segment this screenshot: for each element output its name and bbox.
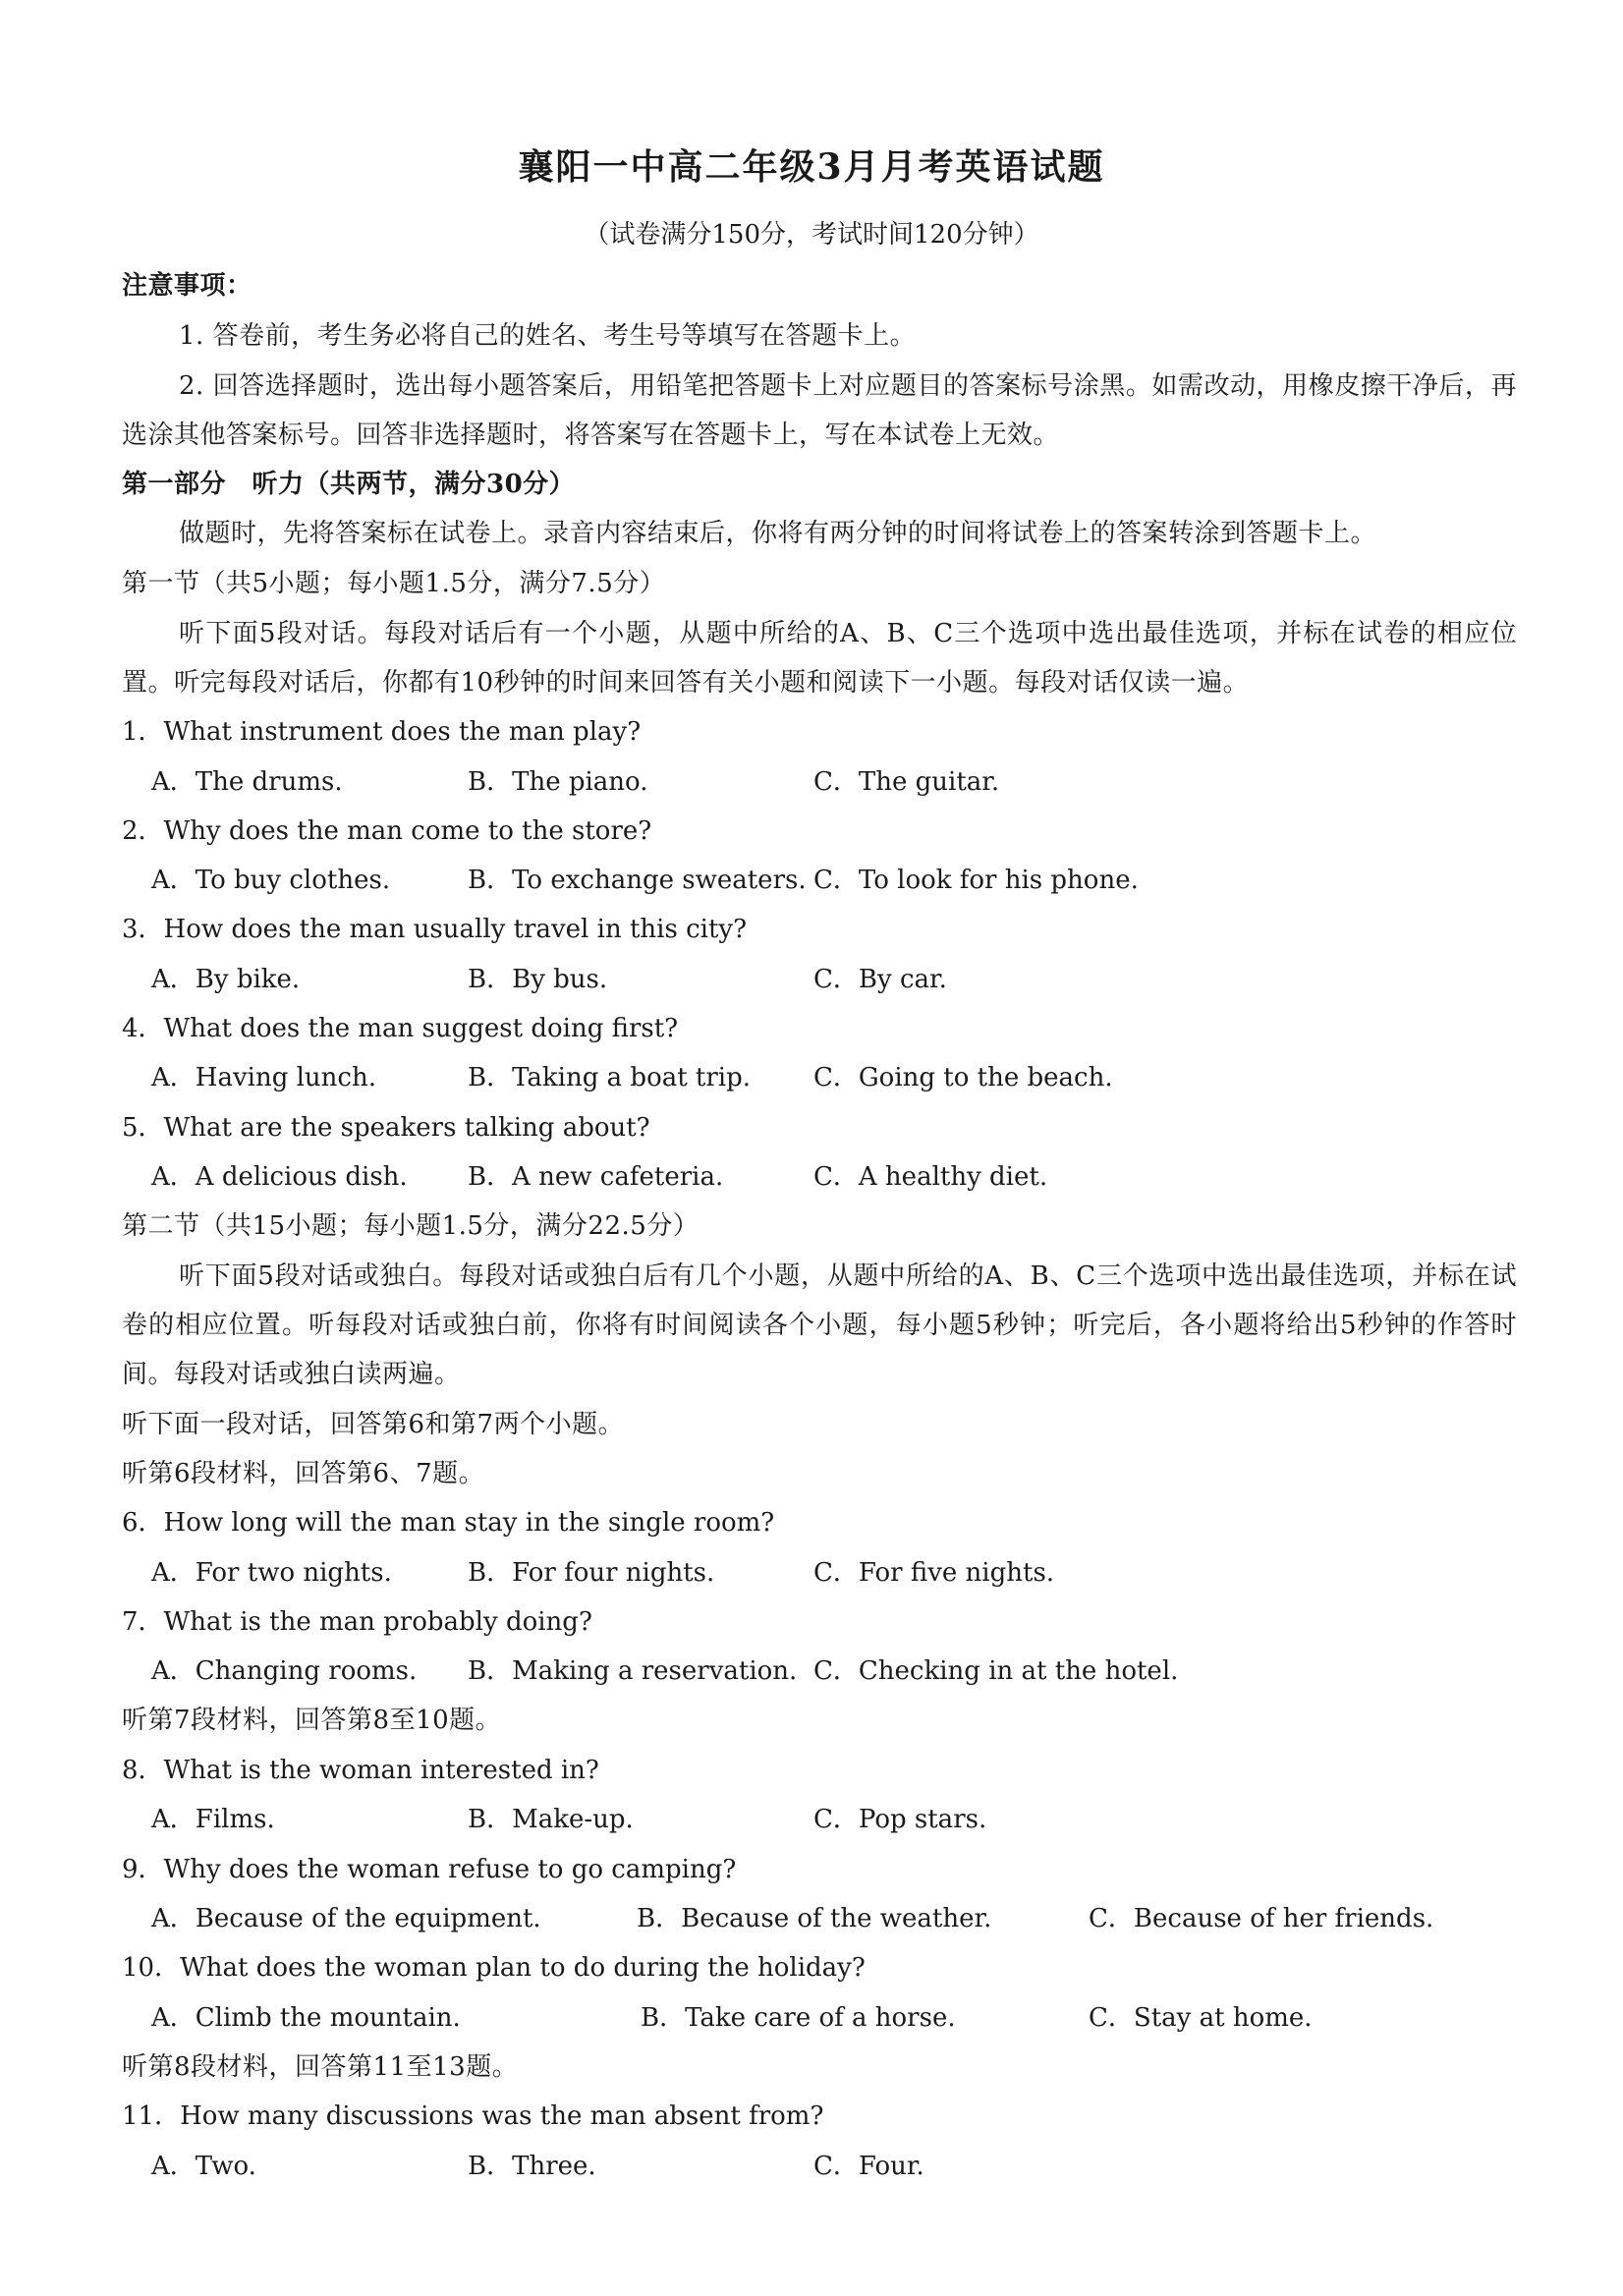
section2-heading: 第二节（共15小题；每小题1.5分，满分22.5分）: [122, 1211, 700, 1241]
exam-subtitle: （试卷满分150分，考试时间120分钟）: [584, 220, 1039, 250]
option-c: C．The guitar.: [813, 767, 1000, 797]
question-2: 2．Why does the man come to the store?: [122, 816, 652, 846]
option-a: A．A delicious dish.: [151, 1162, 408, 1192]
question-3: 3．How does the man usually travel in this city?: [122, 915, 748, 944]
question-10: 10．What does the woman plan to do during the holiday?: [122, 1953, 866, 1983]
question-1: 1．What instrument does the man play?: [122, 717, 642, 747]
option-c: C．A healthy diet.: [813, 1162, 1048, 1192]
option-b: B．To exchange sweaters.: [468, 866, 807, 895]
question-8: 8．What is the woman interested in?: [122, 1756, 599, 1785]
option-c: C．By car.: [813, 965, 947, 994]
option-b: B．Making a reservation.: [468, 1656, 798, 1686]
question-9: 9．Why does the woman refuse to go camping?: [122, 1855, 737, 1884]
option-b: B．By bus.: [468, 965, 608, 994]
part1-intro: 做题时，先将答案标在试卷上。录音内容结束后，你将有两分钟的时间将试卷上的答案转涂到答题卡上。: [179, 519, 1377, 548]
option-c: C．Stay at home.: [1089, 2003, 1313, 2033]
option-a: A．For two nights.: [151, 1558, 392, 1588]
option-b: B．Take care of a horse.: [641, 2003, 956, 2033]
option-a: A．Because of the equipment.: [151, 1904, 541, 1933]
section2-note: 听下面一段对话，回答第6和第7两个小题。: [122, 1410, 625, 1439]
option-b: B．Three.: [468, 2152, 596, 2181]
option-b: B．Because of the weather.: [637, 1904, 992, 1933]
option-a: A．By bike.: [151, 965, 301, 994]
section2-intro: 听下面5段对话或独白。每段对话或独白后有几个小题，从题中所给的A、B、C三个选项中选出最佳选项，并标在试卷的相应位置。听每段对话或独白前，你将有时间阅读各个小题，每小题5秒钟；听完后，各小题将给出5秒钟的作答时间。每段对话或独白读两遍。: [122, 1261, 1517, 1389]
option-a: A．Having lunch.: [151, 1063, 376, 1092]
material-7-instruction: 听第7段材料，回答第8至10题。: [122, 1706, 502, 1735]
part1-heading: 第一部分 听力（共两节，满分30分）: [122, 470, 576, 499]
option-c: C．Because of her friends.: [1089, 1904, 1434, 1933]
material-8-instruction: 听第8段材料，回答第11至13题。: [122, 2052, 519, 2082]
notice-item-1: 1. 答卷前，考生务必将自己的姓名、考生号等填写在答题卡上。: [179, 321, 917, 351]
option-a: A．Changing rooms.: [151, 1656, 418, 1686]
option-b: B．For four nights.: [468, 1558, 715, 1588]
notice-item-2: 2. 回答选择题时，选出每小题答案后，用铅笔把答题卡上对应题目的答案标号涂黑。如需改动，用橡皮擦干净后，再选涂其他答案标号。回答非选择题时，将答案写在答题卡上，写在本试卷上无效。: [122, 371, 1517, 450]
option-c: C．Checking in at the hotel.: [813, 1656, 1179, 1686]
option-a: A．To buy clothes.: [151, 866, 391, 895]
question-7: 7．What is the man probably doing?: [122, 1607, 592, 1637]
option-a: A．Films.: [151, 1805, 275, 1834]
option-c: C．Four.: [813, 2152, 924, 2181]
exam-title: 襄阳一中高二年级3月月考英语试题: [518, 146, 1105, 188]
option-a: A．The drums.: [151, 767, 343, 797]
notice-heading: 注意事项：: [122, 271, 252, 301]
option-a: A．Climb the mountain.: [151, 2003, 461, 2033]
option-c: C．Pop stars.: [813, 1805, 987, 1834]
option-b: B．The piano.: [468, 767, 648, 797]
option-a: A．Two.: [151, 2152, 256, 2181]
question-4: 4．What does the man suggest doing first?: [122, 1014, 679, 1043]
question-5: 5．What are the speakers talking about?: [122, 1113, 650, 1143]
option-b: B．Make-up.: [468, 1805, 634, 1834]
option-b: B．Taking a boat trip.: [468, 1063, 752, 1092]
option-c: C．For five nights.: [813, 1558, 1055, 1588]
material-6-instruction: 听第6段材料，回答第6、7题。: [122, 1459, 485, 1488]
question-6: 6．How long will the man stay in the single room?: [122, 1508, 775, 1538]
question-11: 11．How many discussions was the man absent from?: [122, 2101, 824, 2131]
option-c: C．To look for his phone.: [813, 866, 1139, 895]
section1-intro: 听下面5段对话。每段对话后有一个小题，从题中所给的A、B、C三个选项中选出最佳选项，并标在试卷的相应位置。听完每段对话后，你都有10秒钟的时间来回答有关小题和阅读下一小题。每段对话仅读一遍。: [122, 619, 1517, 698]
option-b: B．A new cafeteria.: [468, 1162, 724, 1192]
section1-heading: 第一节（共5小题；每小题1.5分，满分7.5分）: [122, 569, 666, 598]
option-c: C．Going to the beach.: [813, 1063, 1113, 1092]
